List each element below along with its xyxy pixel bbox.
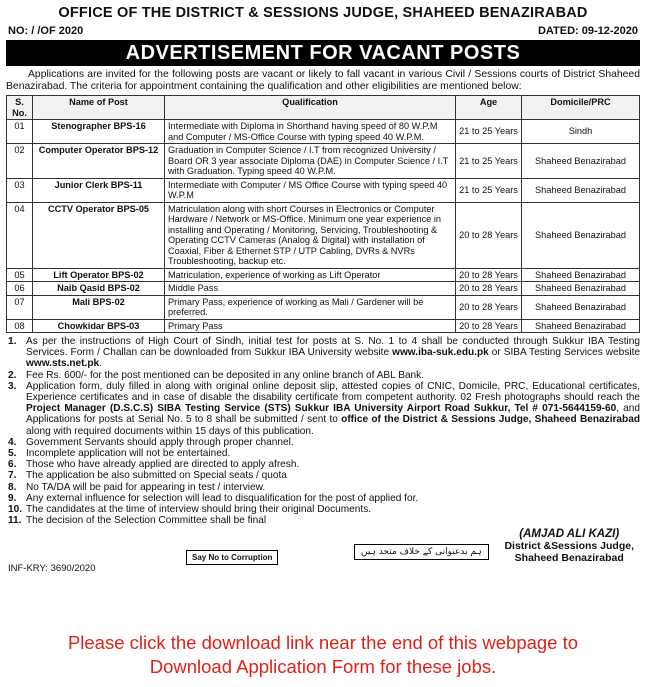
item-number: 6.: [8, 459, 17, 471]
reference-number: NO: / /OF 2020: [8, 25, 84, 37]
item-text: Government Servants should apply through proper channel.: [26, 436, 294, 448]
advertisement-banner: ADVERTISEMENT FOR VACANT POSTS: [6, 40, 640, 66]
note-text: Application form, duly filled in along with original online deposit slip, attested copies of CNIC, Domicile, PRC, Educational certificates, Experience certificates and in case of disable the disability certificate from competent authority. 02 Fresh photographs should reach the: [26, 380, 640, 404]
serial-cell: 05: [7, 268, 33, 282]
note-text: .: [99, 358, 102, 370]
age-cell: 20 to 28 Years: [456, 268, 522, 282]
footer: [6, 528, 640, 576]
post-cell: Chowkidar BPS-03: [33, 319, 165, 333]
list-item: [6, 493, 640, 504]
download-notice: [0, 631, 646, 679]
table-row: [7, 268, 640, 282]
serial-cell: 03: [7, 178, 33, 202]
item-number: 8.: [8, 481, 17, 493]
note-text: along with required documents within 15 days of this publication.: [26, 425, 314, 437]
domicile-cell: Sindh: [522, 120, 640, 144]
item-number: 7.: [8, 470, 17, 482]
list-item: [6, 448, 640, 459]
item-text: Fee Rs. 600/- for the post mentioned can be deposited in any online branch of ABL Bank.: [26, 369, 425, 381]
list-item: [6, 459, 640, 470]
post-cell: Junior Clerk BPS-11: [33, 178, 165, 202]
post-cell: CCTV Operator BPS-05: [33, 202, 165, 268]
age-cell: 21 to 25 Years: [456, 144, 522, 179]
column-header: Age: [456, 96, 522, 120]
serial-cell: 04: [7, 202, 33, 268]
age-cell: 21 to 25 Years: [456, 120, 522, 144]
serial-cell: 07: [7, 295, 33, 319]
age-cell: 21 to 25 Years: [456, 178, 522, 202]
item-number: 1.: [8, 336, 17, 347]
signer-title: District &Sessions Judge,: [504, 540, 634, 553]
column-header: Name of Post: [33, 96, 165, 120]
reference-line: [6, 23, 640, 39]
serial-cell: 02: [7, 144, 33, 179]
list-item: [6, 470, 640, 481]
qualification-cell: Intermediate with Diploma in Shorthand having speed of 80 W.P.M and Computer / MS-Office Course with typing speed 40 W.P.M.: [165, 120, 456, 144]
table-row: [7, 202, 640, 268]
table-row: [7, 319, 640, 333]
age-cell: 20 to 28 Years: [456, 202, 522, 268]
item-text: Any external influence for selection will lead to disqualification for the post of applied for.: [26, 492, 419, 504]
table-header-row: [7, 96, 640, 120]
list-item: [6, 515, 640, 526]
item-text: [26, 336, 640, 370]
table-row: [7, 295, 640, 319]
column-header: S. No.: [7, 96, 33, 120]
item-number: 10.: [8, 504, 23, 516]
table-row: [7, 178, 640, 202]
list-item: [6, 381, 640, 437]
serial-cell: 06: [7, 282, 33, 296]
item-number: 2.: [8, 369, 17, 381]
domicile-cell: Shaheed Benazirabad: [522, 268, 640, 282]
list-item: [6, 370, 640, 381]
qualification-cell: Matriculation along with short Courses in Electronics or Computer Hardware / Network or MS-Office. Minimum one year experience in installing and Operating / Monitoring, Servicing, Troubleshooting & Operating CCTV Cameras (Analog & Digital) with installation of Coaxial, Fiber & Ethernet STP / UTP Cabling, DVRs & NVRs Troubleshooting, backup etc.: [165, 202, 456, 268]
age-cell: 20 to 28 Years: [456, 282, 522, 296]
signer-name: (AMJAD ALI KAZI): [519, 528, 620, 541]
urdu-slogan: ہم بدعنوانی کے خلاف متحد ہیں: [354, 544, 489, 560]
domicile-cell: Shaheed Benazirabad: [522, 144, 640, 179]
post-cell: Stenographer BPS-16: [33, 120, 165, 144]
item-text: The application be also submitted on Special seats / quota: [26, 470, 287, 482]
inf-reference: INF-KRY: 3690/2020: [8, 563, 96, 575]
domicile-cell: Shaheed Benazirabad: [522, 282, 640, 296]
item-text: The candidates at the time of interview should bring their original Documents.: [26, 504, 372, 516]
date: DATED: 09-12-2020: [537, 25, 638, 37]
column-header: Domicile/PRC: [522, 96, 640, 120]
iba-website-link[interactable]: www.iba-suk.edu.pk: [392, 347, 489, 359]
list-item: [6, 504, 640, 515]
post-cell: Mali BPS-02: [33, 295, 165, 319]
item-text: Incomplete application will not be entertained.: [26, 448, 231, 460]
domicile-cell: Shaheed Benazirabad: [522, 178, 640, 202]
table-row: [7, 120, 640, 144]
item-text: Those who have already applied are directed to apply afresh.: [26, 459, 300, 471]
list-item: [6, 336, 640, 370]
post-cell: Naib Qasid BPS-02: [33, 282, 165, 296]
item-number: 4.: [8, 436, 17, 448]
office-title: OFFICE OF THE DISTRICT & SESSIONS JUDGE, SHAHEED BENAZIRABAD: [58, 5, 588, 21]
intro-paragraph: Applications are invited for the following posts are vacant or likely to fall vacant in various Civil / Sessions courts of District Shaheed Benazirabad. The criteria for appointment containing the qualification and other eligibilities are mentioned below:: [6, 69, 640, 92]
qualification-cell: Primary Pass: [165, 319, 456, 333]
item-text: The decision of the Selection Committee shall be final: [26, 515, 267, 527]
vacancy-table: [6, 95, 640, 333]
download-line: Download Application Form for these jobs.: [149, 656, 497, 677]
column-header: Qualification: [165, 96, 456, 120]
domicile-cell: Shaheed Benazirabad: [522, 319, 640, 333]
qualification-cell: Middle Pass: [165, 282, 456, 296]
signer-location: Shaheed Benazirabad: [514, 552, 624, 565]
item-number: 5.: [8, 448, 17, 460]
age-cell: 20 to 28 Years: [456, 295, 522, 319]
sts-address: Project Manager (D.S.C.S) SIBA Testing Service (STS) Sukkur IBA University Airport Road Sukkur, Tel # 071-5644159-60: [26, 403, 617, 415]
item-number: 9.: [8, 492, 17, 504]
download-line: Please click the download link near the end of this webpage to: [67, 632, 579, 653]
domicile-cell: Shaheed Benazirabad: [522, 202, 640, 268]
item-number: 11.: [8, 515, 22, 527]
table-row: [7, 282, 640, 296]
qualification-cell: Matriculation, experience of working as Lift Operator: [165, 268, 456, 282]
sts-website-link[interactable]: www.sts.net.pk: [26, 358, 100, 370]
item-text: [26, 381, 640, 437]
court-address: office of the District & Sessions Judge, Shaheed Benazirabad: [341, 414, 640, 426]
qualification-cell: Intermediate with Computer / MS Office Course with typing speed 40 W.P.M: [165, 178, 456, 202]
instructions-list: [6, 336, 640, 526]
anti-corruption-stamp: Say No to Corruption: [186, 550, 278, 565]
domicile-cell: Shaheed Benazirabad: [522, 295, 640, 319]
qualification-cell: Primary Pass, experience of working as Mali / Gardener will be preferred.: [165, 295, 456, 319]
post-cell: Computer Operator BPS-12: [33, 144, 165, 179]
serial-cell: 01: [7, 120, 33, 144]
list-item: [6, 482, 640, 493]
item-text: No TA/DA will be paid for appearing in test / interview.: [26, 481, 266, 493]
qualification-cell: Graduation in Computer Science / I.T from recognized University / Board OR 3 year associate Diploma (DAE) in Computer Science / I.T with Graduation. Typing speed 40 W.P.M.: [165, 144, 456, 179]
signature-block: [504, 528, 634, 564]
list-item: [6, 437, 640, 448]
post-cell: Lift Operator BPS-02: [33, 268, 165, 282]
age-cell: 20 to 28 Years: [456, 319, 522, 333]
serial-cell: 08: [7, 319, 33, 333]
item-number: 3.: [8, 380, 17, 392]
table-row: [7, 144, 640, 179]
note-text: , and Applications for posts at Serial No. 5 to 8 shall be submitted / sent to: [26, 403, 641, 426]
note-text: or SIBA Testing Services website: [488, 347, 640, 359]
note-text: As per the instructions of High Court of Sindh, initial test for posts at S. No. 1 to 4 shall be conducted through Sukkur IBA Testing Services. Form / Challan can be downloaded from Sukkur IBA University website: [26, 336, 640, 359]
